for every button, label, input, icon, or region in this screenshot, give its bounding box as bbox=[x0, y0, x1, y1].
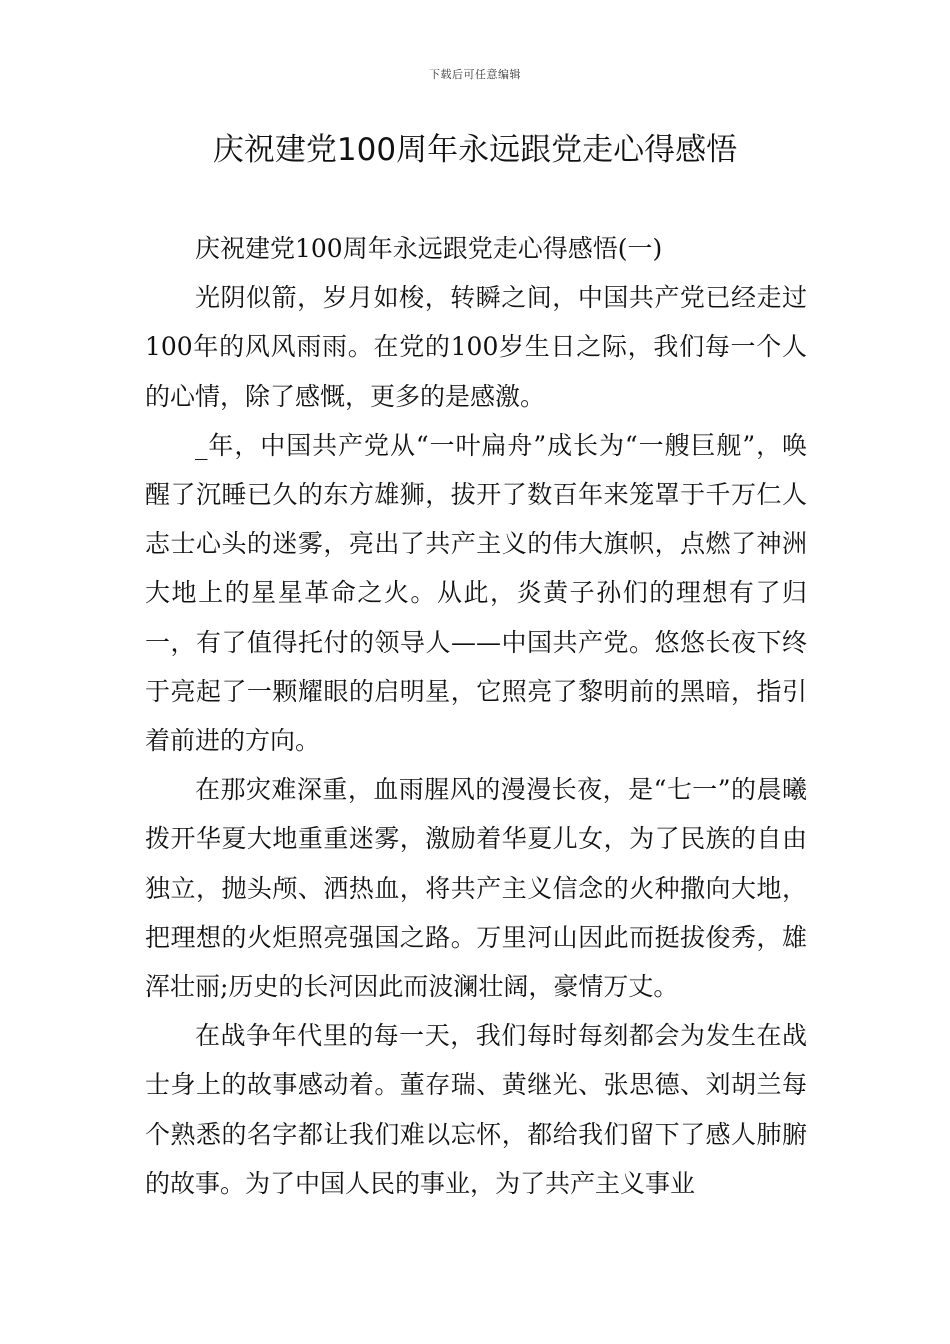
paragraph: 光阴似箭，岁月如梭，转瞬之间，中国共产党已经走过100年的风风雨雨。在党的100岁生日之际，我们每一个人的心情，除了感慨，更多的是感激。 bbox=[145, 283, 807, 411]
paragraph-subtitle: 庆祝建党100周年永远跟党走心得感悟(一) bbox=[195, 234, 663, 263]
document-title: 庆祝建党100周年永远跟党走心得感悟 bbox=[212, 132, 738, 168]
header-note: 下载后可任意编辑 bbox=[429, 68, 521, 81]
paragraph: _年，中国共产党从“一叶扁舟”成长为“一艘巨舰”，唤醒了沉睡已久的东方雄狮，拔开了数百年来笼罩于千万仁人志士心头的迷雾，亮出了共产主义的伟大旗帜，点燃了神洲大地上的星星革命之火。从此，炎黄子孙们的理想有了归一，有了值得托付的领导人——中国共产党。悠悠长夜下终于亮起了一颗耀眼的启明星，它照亮了黎明前的黑暗，指引着前进的方向。 bbox=[145, 430, 807, 756]
paragraph: 在战争年代里的每一天，我们每时每刻都会为发生在战士身上的故事感动着。董存瑞、黄继光、张思德、刘胡兰每个熟悉的名字都让我们难以忘怀，都给我们留下了感人肺腑的故事。为了中国人民的事业，为了共产主义事业 bbox=[145, 1021, 807, 1198]
paragraph: 在那灾难深重，血雨腥风的漫漫长夜，是“七一”的晨曦拨开华夏大地重重迷雾，激励着华夏儿女，为了民族的自由独立，抛头颅、洒热血，将共产主义信念的火种撒向大地，把理想的火炬照亮强国之路。万里河山因此而挺拔俊秀，雄浑壮丽;历史的长河因此而波澜壮阔，豪情万丈。 bbox=[145, 775, 807, 1002]
document-body bbox=[145, 224, 807, 1208]
